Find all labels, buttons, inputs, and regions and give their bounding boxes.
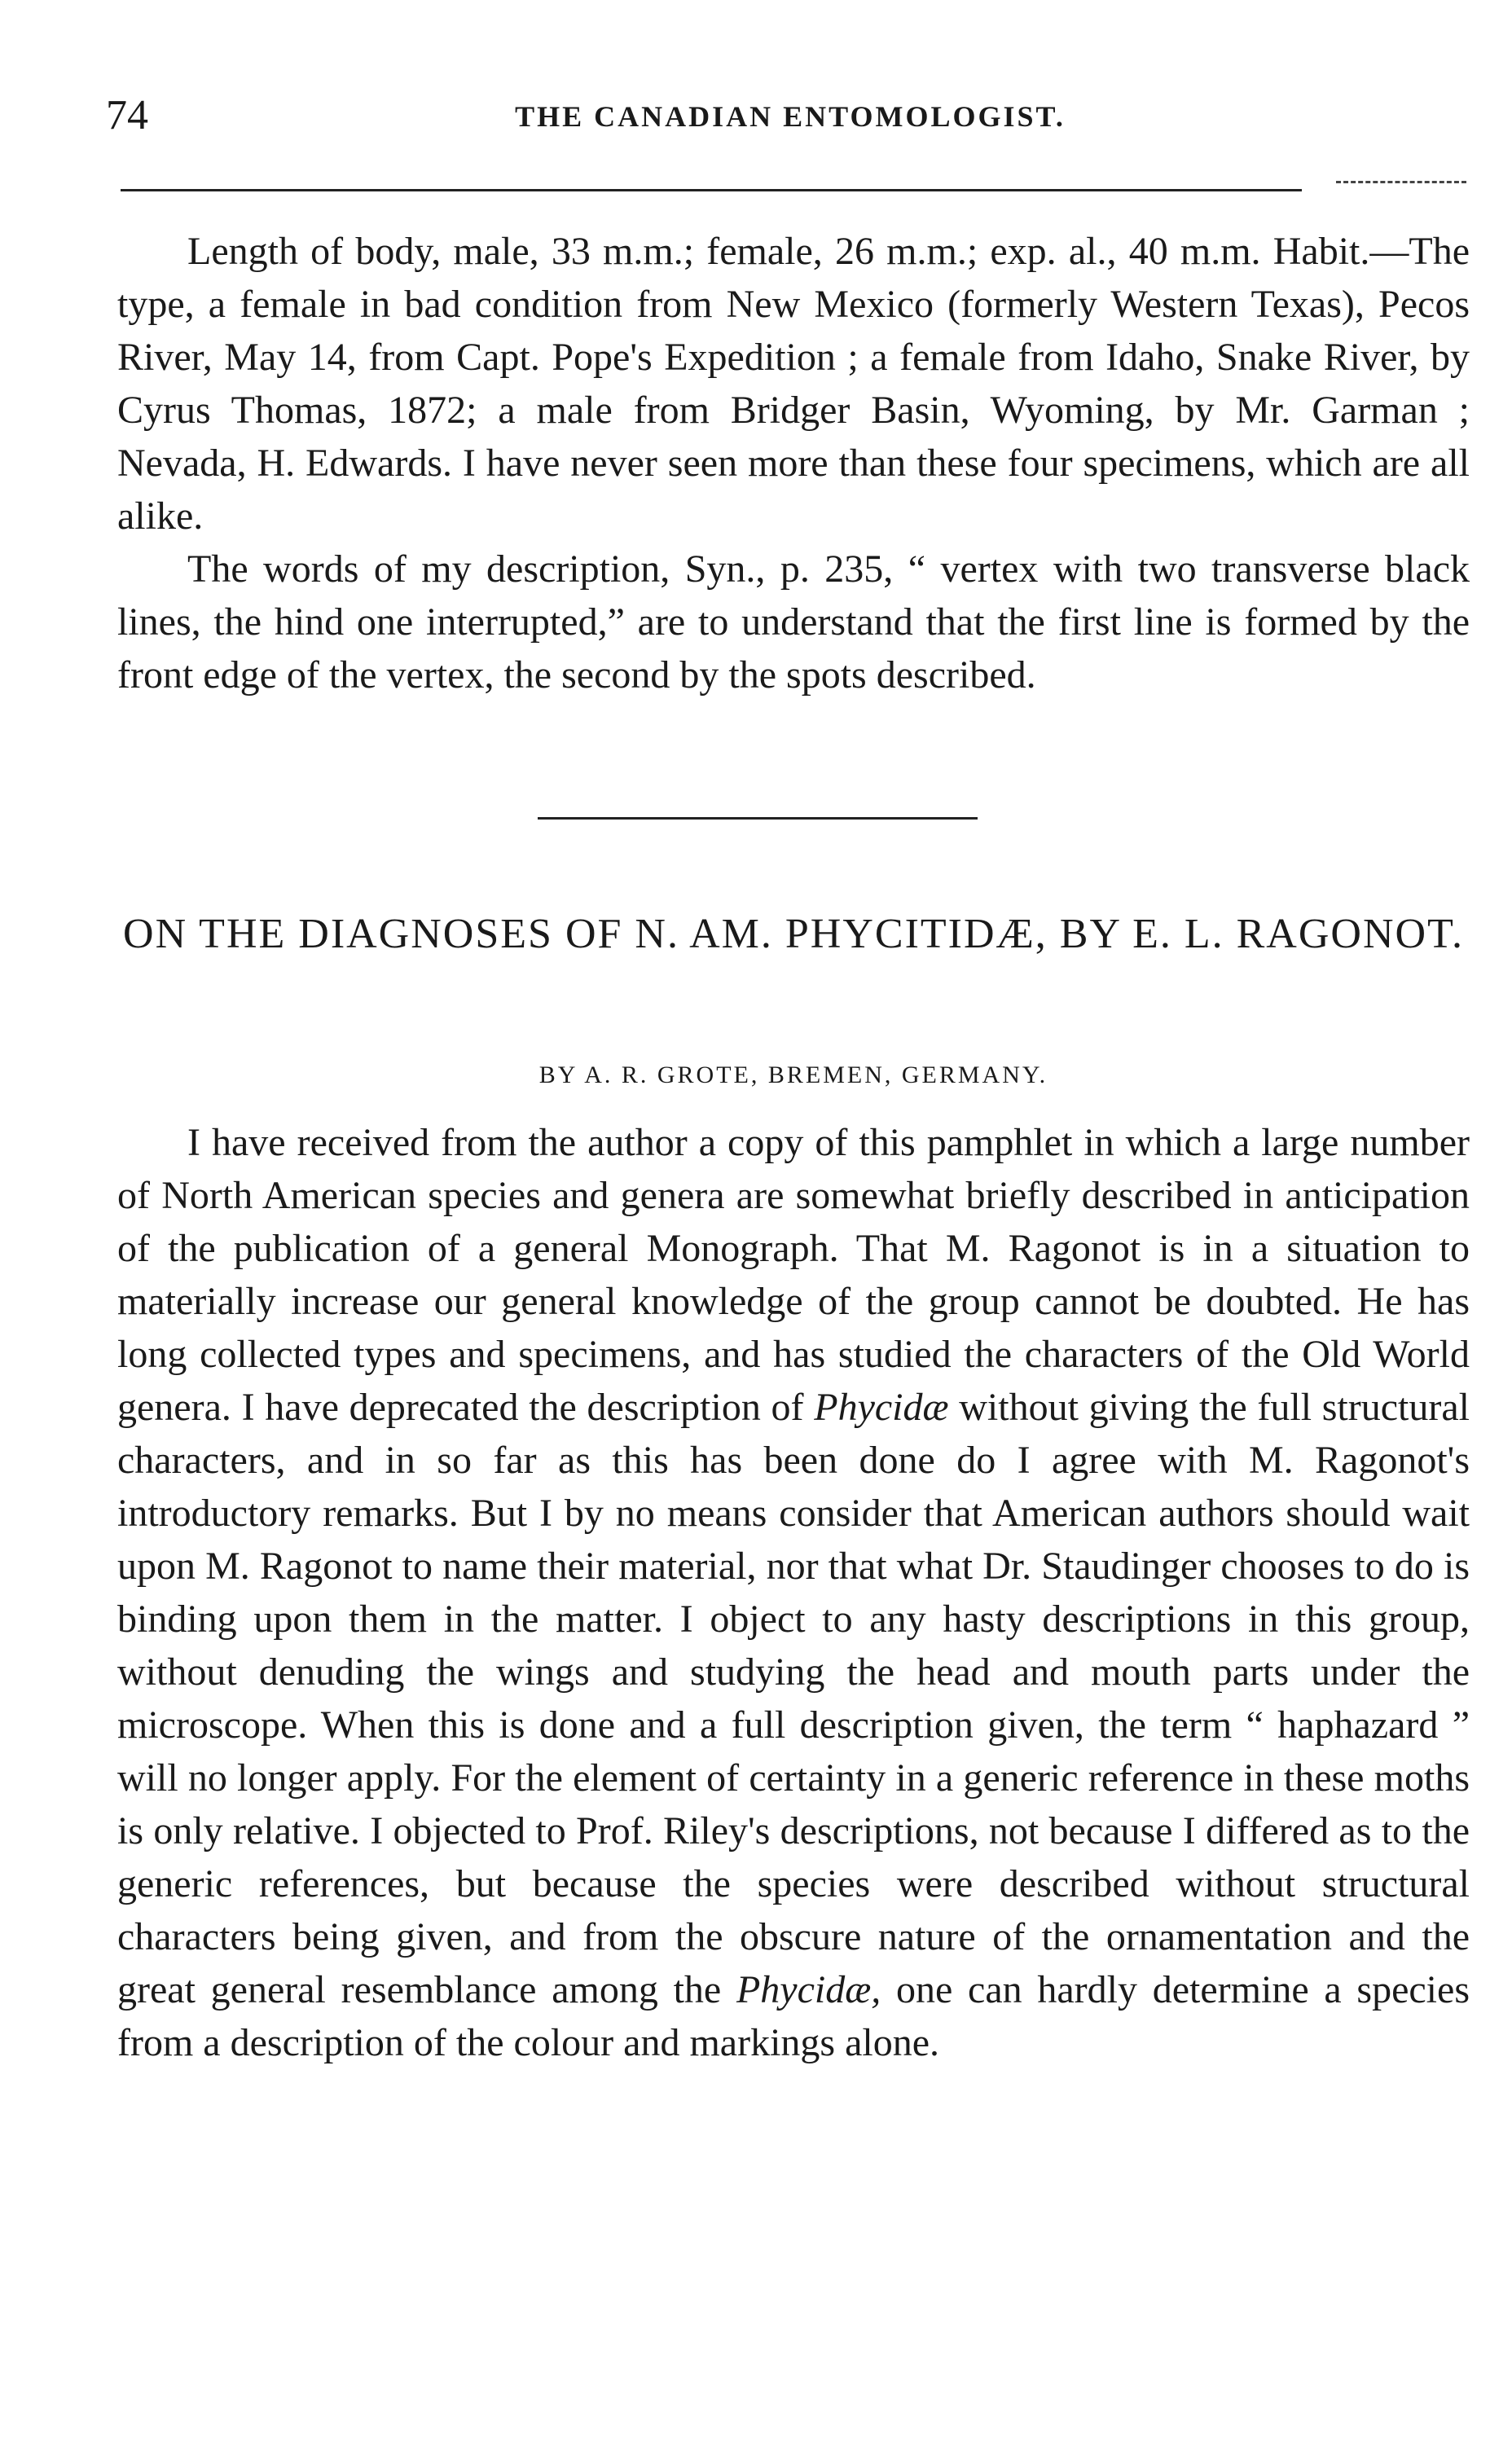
paragraph: Length of body, male, 33 m.m.; female, 26 m.m.; exp. al., 40 m.m. Habit.—The type, a female in bad condition from New Mexico (formerly Western Texas), Pecos River, May 14, from Capt. Pope's Expedition ; a female from Idaho, Snake River, by Cyrus Thomas, 1872; a male from Bridger Basin, Wyoming, by Mr. Garman ; Nevada, H. Edwards. I have never seen more than these four specimens, which are all alike. (117, 230, 1470, 538)
paragraph: The words of my description, Syn., p. 235, “ vertex with two transverse black lines, the hind one interrupted,” are to understand that the first line is formed by the front edge of the vertex, the second by the spots described. (117, 547, 1470, 697)
running-head (106, 91, 1475, 140)
text-run: I have received from the author a copy of this pamphlet in which a large number of North American species and genera are somewhat briefly described in anticipation of the publication of a general Monograph. That M. Ragonot is in a situation to materially increase our general knowledge of the group cannot be doubted. He has long collected types and specimens, and has studied the characters of the Old World genera. I have deprecated the description of (117, 1121, 1470, 1429)
journal-title: THE CANADIAN ENTOMOLOGIST. (515, 100, 1066, 133)
article-title: ON THE DIAGNOSES OF N. AM. PHYCITIDÆ, BY E. L. RAGONOT. (123, 911, 1464, 957)
text-run: one can hardly determine a species from a description of the colour and markings alone. (117, 1968, 1470, 2064)
header-rule-tail (1336, 181, 1466, 183)
italic-taxon: Phycidæ, (736, 1968, 881, 2011)
article-body (117, 1116, 1470, 2069)
section-divider (538, 817, 978, 820)
article-paragraph (117, 1116, 1470, 2069)
italic-taxon: Phycidæ (814, 1386, 949, 1429)
previous-article-text (117, 225, 1470, 701)
header-rule (121, 189, 1302, 191)
page-number: 74 (106, 92, 148, 138)
text-run: without giving the full structural characters, and in so far as this has been done do I agree with M. Ragonot's introductory remarks. But I by no means consider that American authors should wait upon M. Ragonot to name their material, nor that what Dr. Staudinger chooses to do is binding upon them in the matter. I object to any hasty descriptions in this group, without denuding the wings and studying the head and mouth parts under the microscope. When this is done and a full description given, the term “ haphazard ” will no longer apply. For the element of certainty in a generic reference in these moths is only relative. I objected to Prof. Riley's descriptions, not because I differed as to the generic references, but because the species were described without structural characters being given, and from the obscure nature of the ornamentation and the great general resemblance among the (117, 1386, 1470, 2011)
article-byline: BY A. R. GROTE, BREMEN, GERMANY. (538, 1061, 1048, 1088)
